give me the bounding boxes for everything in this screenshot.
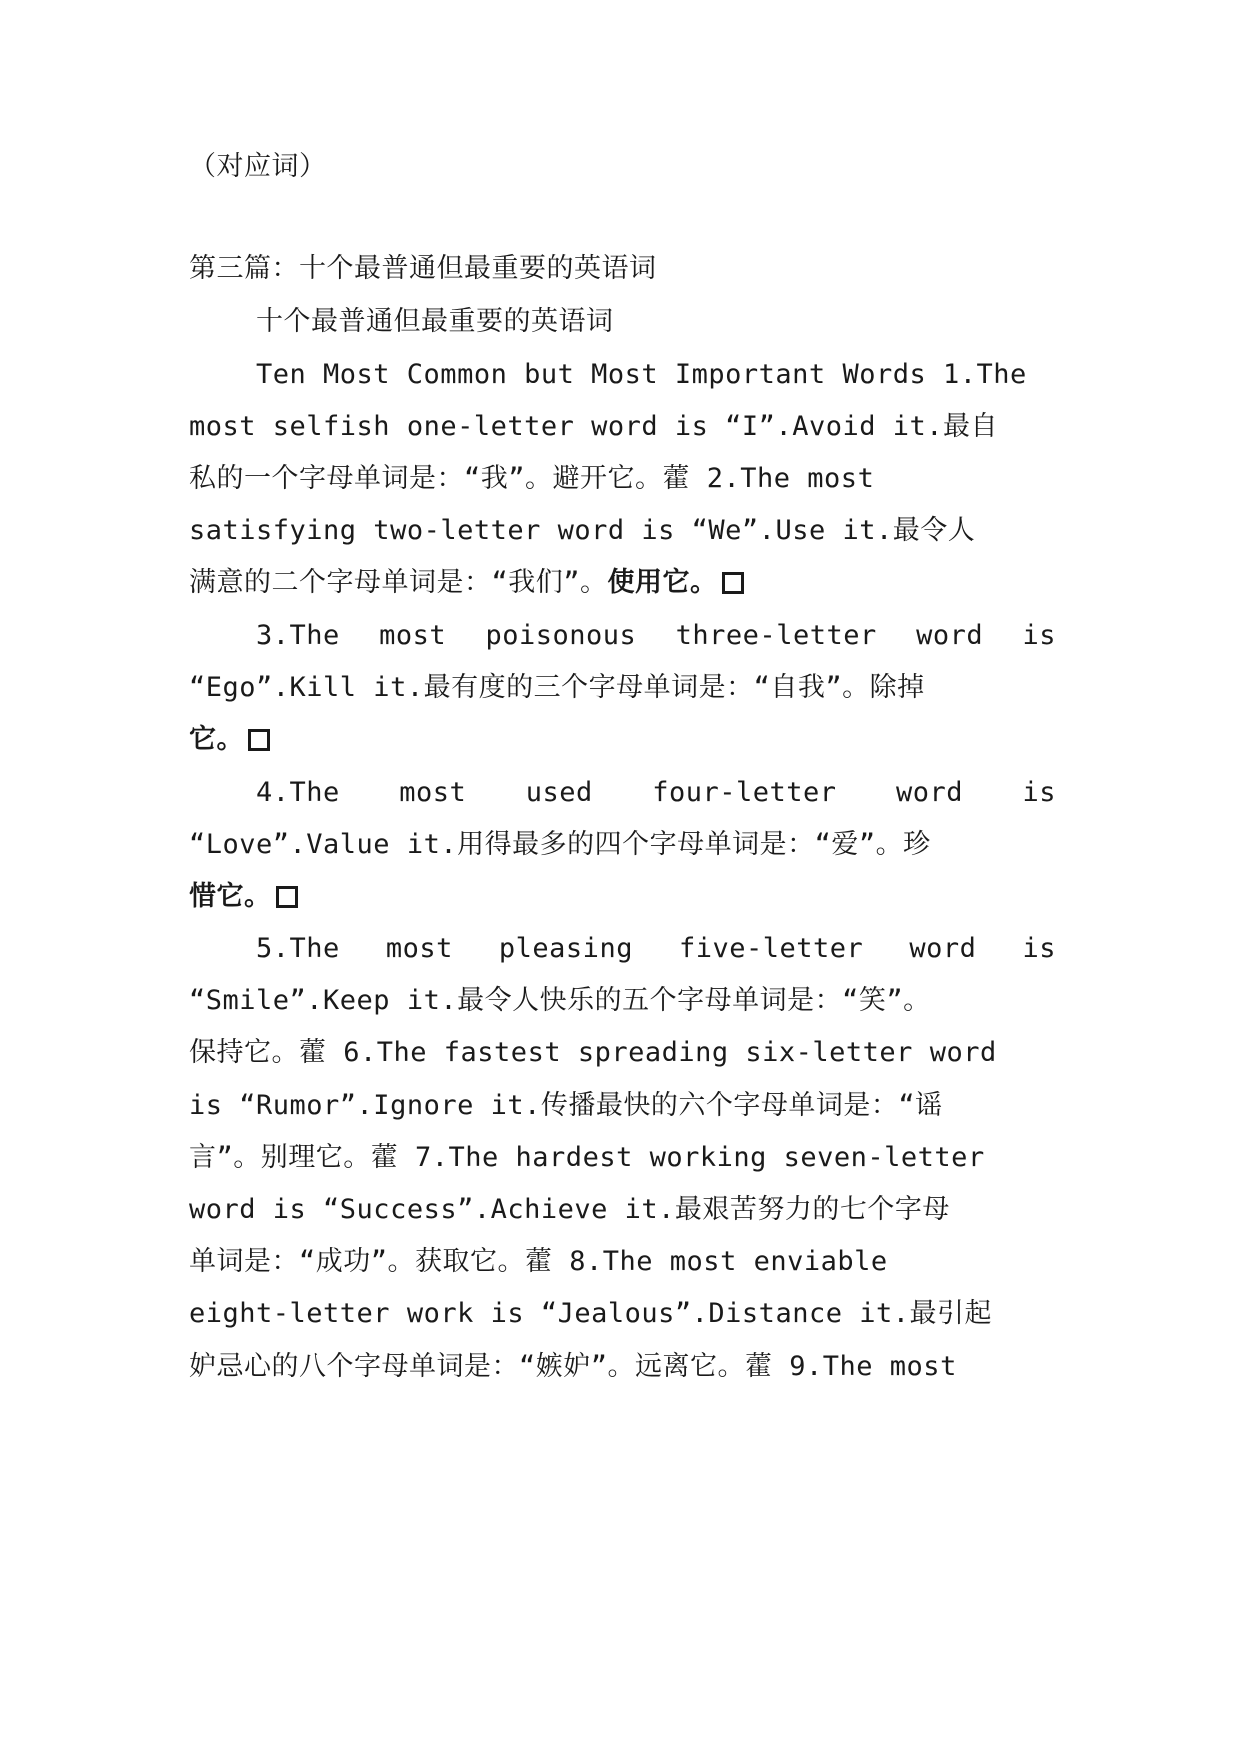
word: most: [399, 777, 467, 808]
text-line: [189, 566, 1059, 600]
word: five-letter: [679, 933, 864, 964]
text-line: 言”。别理它。藿 7.The hardest working seven-letter: [189, 1142, 985, 1173]
text-fragment-bold: 它。: [189, 724, 244, 755]
text-line: 私的一个字母单词是：“我”。避开它。藿 2.The most: [189, 463, 875, 494]
word: pleasing: [498, 933, 633, 964]
word: 3.The: [256, 620, 340, 651]
word: three-letter: [675, 620, 877, 651]
text-line: word is “Success”.Achieve it.最艰苦努力的七个字母: [189, 1194, 950, 1225]
text-line: （对应词）: [189, 151, 327, 182]
section-heading: 第三篇：十个最普通但最重要的英语词: [189, 253, 657, 284]
word: poisonous: [485, 620, 637, 651]
text-line: satisfying two-letter word is “We”.Use it.最令人: [189, 515, 976, 546]
checkbox-glyph: [248, 729, 270, 751]
word: word: [916, 620, 984, 651]
word: 5.The: [256, 933, 340, 964]
text-line: 单词是：“成功”。获取它。藿 8.The most enviable: [189, 1246, 888, 1277]
word: is: [1022, 620, 1056, 651]
justified-line: [256, 619, 1056, 653]
text-fragment-bold: 使用它。: [607, 567, 718, 598]
text-line: “Love”.Value it.用得最多的四个字母单词是：“爱”。珍: [189, 829, 931, 860]
checkbox-glyph: [722, 572, 744, 594]
word: most: [379, 620, 447, 651]
text-line: “Smile”.Keep it.最令人快乐的五个字母单词是：“笑”。: [189, 985, 931, 1016]
text-line: 妒忌心的八个字母单词是：“嫉妒”。远离它。藿 9.The most: [189, 1351, 957, 1382]
word: is: [1022, 777, 1056, 808]
justified-line: [256, 932, 1056, 966]
word: word: [909, 933, 977, 964]
word: four-letter: [652, 777, 837, 808]
text-line: eight-letter work is “Jealous”.Distance it.最引起: [189, 1298, 992, 1329]
word: 4.The: [256, 777, 340, 808]
text-fragment-bold: 惜它。: [189, 881, 272, 912]
text-line: 保持它。藿 6.The fastest spreading six-letter word: [189, 1037, 997, 1068]
word: used: [525, 777, 593, 808]
word: most: [385, 933, 453, 964]
text-line: [189, 880, 1059, 914]
text-line: [189, 723, 1059, 757]
text-line: is “Rumor”.Ignore it.传播最快的六个字母单词是：“谣: [189, 1090, 943, 1121]
justified-line: [256, 776, 1056, 810]
text-line: Ten Most Common but Most Important Words 1.The: [256, 359, 1027, 390]
text-line: most selfish one-letter word is “I”.Avoid it.最自: [189, 411, 998, 442]
checkbox-glyph: [276, 886, 298, 908]
word: is: [1022, 933, 1056, 964]
article-title: 十个最普通但最重要的英语词: [256, 306, 614, 337]
text-line: “Ego”.Kill it.最有度的三个字母单词是：“自我”。除掉: [189, 672, 925, 703]
word: word: [895, 777, 963, 808]
text-fragment: 满意的二个字母单词是：“我们”。: [189, 567, 608, 598]
